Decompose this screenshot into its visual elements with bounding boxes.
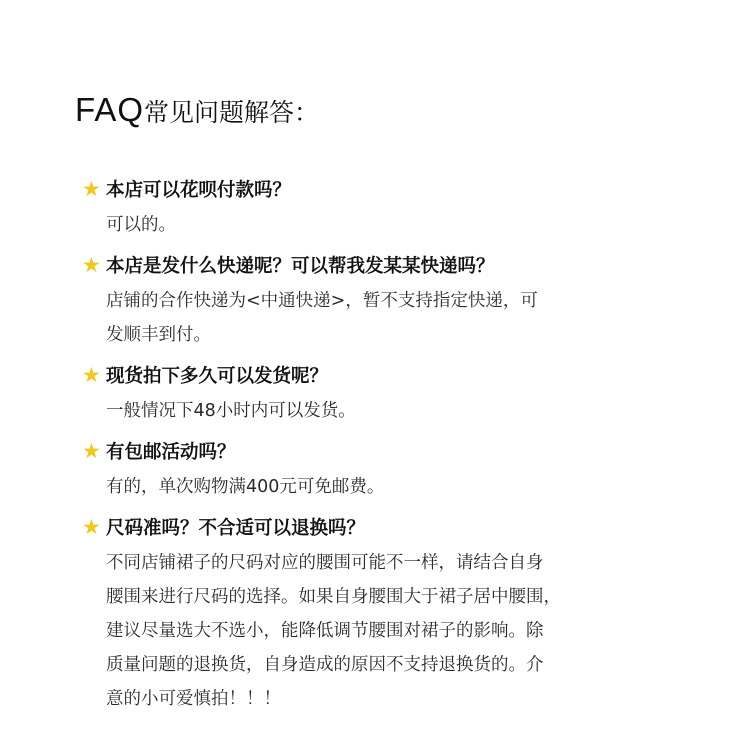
faq-answer-line: 一般情况下48小时内可以发货。 (106, 401, 356, 421)
star-icon: ★ (82, 438, 101, 463)
faq-answer-line: 店铺的合作快递为<中通快递>，暂不支持指定快递，可 (106, 291, 538, 311)
faq-item (82, 508, 682, 716)
faq-question (82, 356, 682, 394)
faq-question-text: 本店是发什么快递呢？可以帮我发某某快递吗？ (106, 256, 495, 277)
faq-answer (82, 208, 682, 242)
faq-answer-line: 发顺丰到付。 (106, 325, 211, 345)
title-faq: FAQ (75, 91, 145, 128)
title-subtitle: 常见问题解答： (144, 98, 320, 127)
faq-answer-line: 建议尽量选大不选小，能降低调节腰围对裙子的影响。除 (106, 621, 544, 641)
faq-answer-line: 质量问题的退换货，自身造成的原因不支持退换货的。介 (106, 655, 544, 675)
faq-answer-line: 可以的。 (106, 215, 176, 235)
faq-answer-line: 意的小可爱慎拍！！！ (106, 689, 281, 709)
faq-answer (82, 546, 682, 716)
faq-answer (82, 284, 682, 352)
faq-question (82, 170, 682, 208)
faq-item (82, 356, 682, 428)
faq-answer (82, 394, 682, 428)
faq-question-text: 有包邮活动吗？ (106, 442, 236, 463)
faq-question (82, 432, 682, 470)
star-icon: ★ (82, 514, 101, 539)
faq-answer-line: 腰围来进行尺码的选择。如果自身腰围大于裙子居中腰围， (106, 587, 561, 607)
star-icon: ★ (82, 362, 101, 387)
faq-list (82, 170, 682, 720)
faq-item (82, 432, 682, 504)
faq-item (82, 246, 682, 352)
faq-answer-line: 有的，单次购物满400元可免邮费。 (106, 477, 385, 497)
faq-answer (82, 470, 682, 504)
faq-question (82, 508, 682, 546)
faq-item (82, 170, 682, 242)
star-icon: ★ (82, 176, 101, 201)
star-icon: ★ (82, 252, 101, 277)
page-title (75, 88, 319, 138)
faq-answer-line: 不同店铺裙子的尺码对应的腰围可能不一样，请结合自身 (106, 553, 544, 573)
faq-question-text: 现货拍下多久可以发货呢？ (106, 366, 329, 387)
faq-question-text: 本店可以花呗付款吗？ (106, 180, 292, 201)
faq-question (82, 246, 682, 284)
faq-question-text: 尺码准吗？不合适可以退换吗？ (106, 518, 366, 539)
